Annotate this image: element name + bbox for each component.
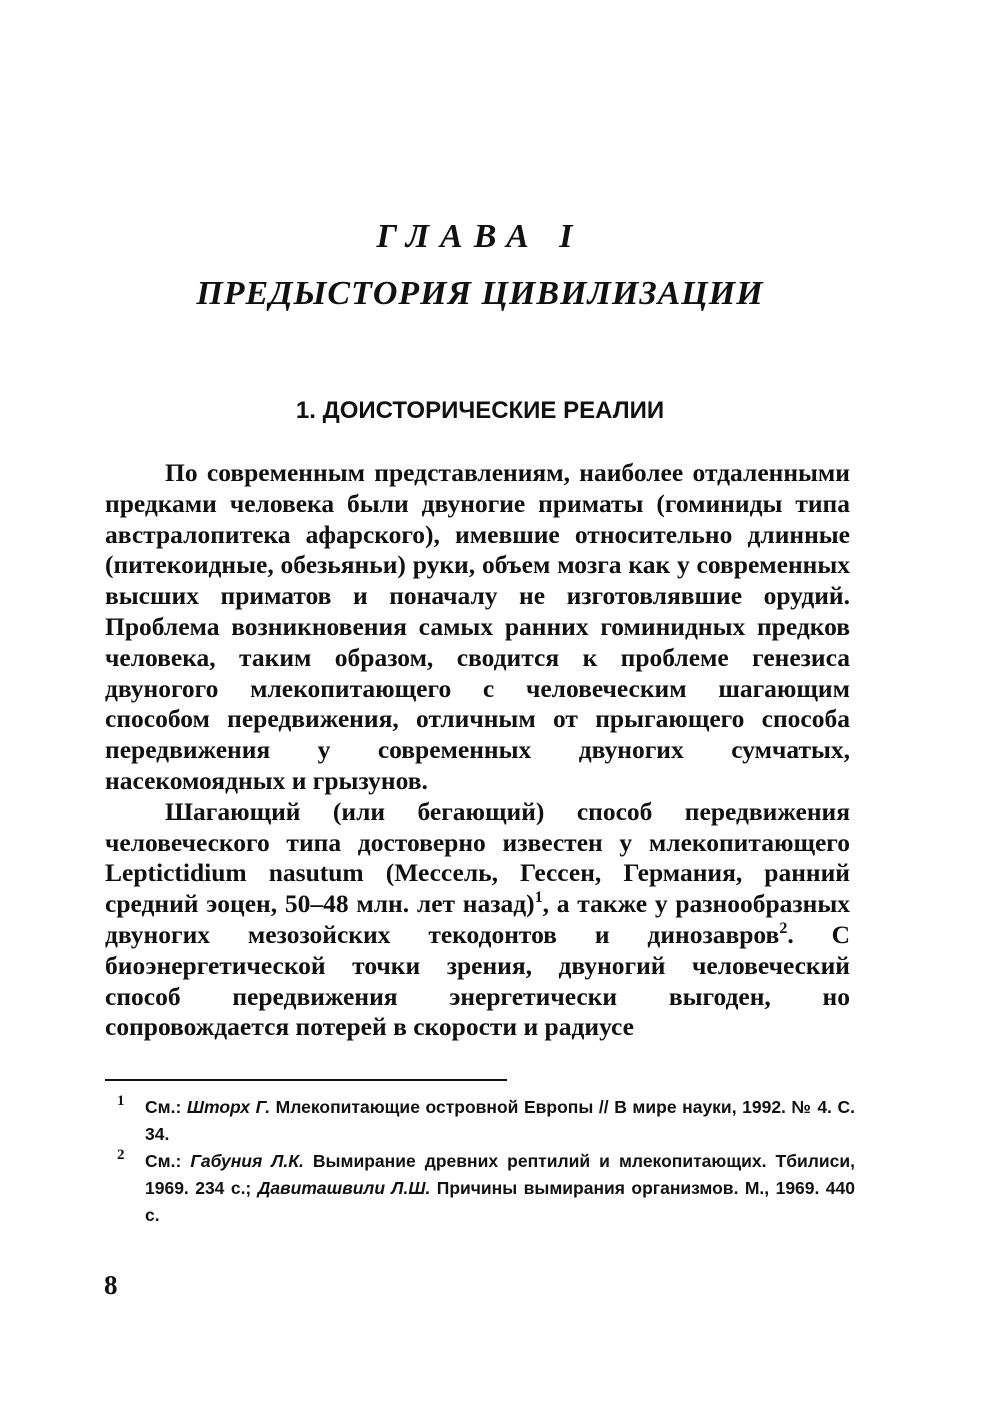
paragraph-1: По современным представлениям, наиболее отдаленными предками человека были двуногие приматы (гоминиды типа австралопитека афарского), имевшие относительно длинные (питекоидные, обезьяньи) руки, объем мозга как у современных высших приматов и поначалу не изготовлявшие орудий. Проблема возникновения самых ранних гоминидных предков человека, таким образом, сводится к проблеме генезиса двуногого млекопитающего с человеческим шагающим способом передвижения, отличным от прыгающего способа передвижения у современных двуногих сумчатых, насекомоядных и грызунов. [105, 458, 850, 795]
footnote-text: Вымирание древних рептилий и млекопитающих. Тбилиси, 1969. 234 с.; [145, 1151, 856, 1198]
footnote-prefix: См.: [145, 1151, 191, 1171]
chapter-label: ГЛАВА I [376, 218, 584, 255]
paragraph-2-part-b: , а также у разнообразных двуногих мезозойских текодонтов и динозавров [105, 889, 851, 949]
footnote-text: Млекопитающие островной Европы // В мире науки, 1992. № 4. С. 34. [145, 1097, 855, 1144]
footnote-number: 1 [117, 1093, 125, 1109]
paragraph-2 [105, 797, 850, 1043]
body-text [105, 458, 850, 1043]
footnote-author-2: Давиташвили Л.Ш. [257, 1178, 431, 1198]
footnote-ref-2: 2 [779, 919, 788, 937]
page-number: 8 [104, 1270, 118, 1300]
footnote-author: Габуния Л.К. [190, 1151, 304, 1171]
footnote-1 [105, 1094, 855, 1148]
footnote-number: 2 [117, 1147, 125, 1163]
paragraph-2-part-c: . С биоэнергетической точки зрения, двуногий человеческий способ передвижения энергетически выгоден, но сопровождается потерей в скорости и радиусе [105, 919, 850, 1042]
footnote-2 [105, 1148, 855, 1229]
chapter-title: ПРЕДЫСТОРИЯ ЦИВИЛИЗАЦИИ [196, 275, 764, 312]
footnote-ref-1: 1 [534, 889, 543, 907]
footnotes [105, 1094, 855, 1229]
footnote-text-2: Причины вымирания организмов. М., 1969. 440 с. [145, 1178, 855, 1225]
footnote-divider [105, 1079, 507, 1081]
footnote-prefix: См.: [145, 1097, 187, 1117]
footnote-author: Шторх Г. [186, 1097, 271, 1117]
paragraph-2-part-a: Шагающий (или бегающий) способ передвижения человеческого типа достоверно известен у млекопитающего Leptictidium nasutum (Мессель, Гессен, Германия, ранний средний эоцен, 50–48 млн. лет назад) [105, 796, 850, 919]
section-title: 1. ДОИСТОРИЧЕСКИЕ РЕАЛИИ [295, 397, 665, 424]
